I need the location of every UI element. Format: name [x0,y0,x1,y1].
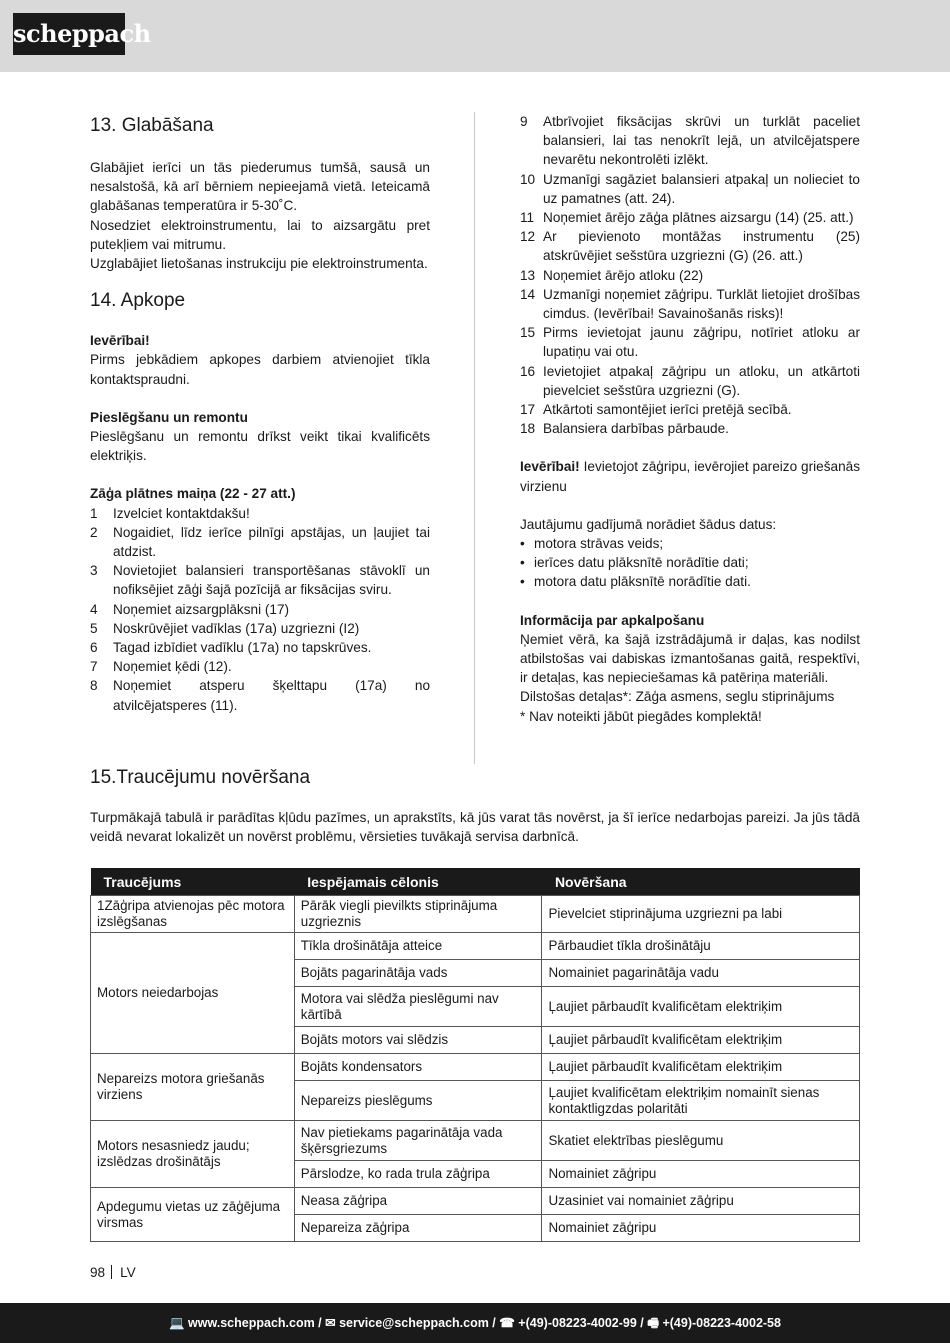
storage-paragraph-2: Nosedziet elektroinstrumentu, lai to aizsargātu pret putekļiem vai mitrumu. [90,217,430,252]
page-language: LV [120,1265,136,1280]
section-13-title: 13. Glabāšana [90,115,214,136]
maintenance-note-label: Ievērībai! [90,333,150,349]
troubleshooting-intro: Turpmākajā tabulā ir parādītas kļūdu pazīmes, un aprakstīts, kā jūs varat tās novērst, ja šī ierīce nedarbojas pareizi. Ja jūs tādā veidā nevarat lokalizēt un novērst problēmu, vērsieties tuvākajā servisa darbnīcā. [90,810,860,845]
list-item: 13 Noņemiet ārējo atloku (22) [520,267,704,283]
footer-contact-text: 💻 www.scheppach.com / ✉ service@scheppach.com / ☎ +(49)-08223-4002-99 / 🖷 +(49)-08223-4002-58 [169,1316,781,1330]
fix-cell: Ļaujiet pārbaudīt kvalificētam elektriķim [542,1027,860,1054]
page-number [90,1265,136,1280]
fault-cell: Motors neiedarbojas [91,933,295,1054]
cause-cell: Neasa zāģripa [294,1188,542,1215]
cause-cell: Bojāts pagarinātāja vads [294,960,542,987]
fix-cell: Uzasiniet vai nomainiet zāģripu [542,1188,860,1215]
list-item: 1 Izvelciet kontaktdakšu! [90,505,250,521]
fault-cell: 1Zāģripa atvienojas pēc motora izslēgšanas [91,896,295,933]
list-item: 12 Ar pievienoto montāžas instrumentu (25) atskrūvējiet sešstūra uzgriezni (G) (26. att.) [520,229,860,264]
fault-cell: Motors nesasniedz jaudu; izslēdzas drošinātājs [91,1121,295,1188]
list-item: 18 Balansiera darbības pārbaude. [520,421,729,437]
cause-cell: Pārslodze, ko rada trula zāģripa [294,1161,542,1188]
list-item: • motora datu plāksnītē norādītie dati. [520,572,860,591]
questions-bullets [520,534,860,592]
fix-cell: Ļaujiet kvalificētam elektriķim nomainīt sienas kontaktligzdas polaritāti [542,1081,860,1121]
cause-cell: Tīkla drošinātāja atteice [294,933,542,960]
list-item: 10 Uzmanīgi sagāziet balansieri atpakaļ un nolieciet to uz pamatnes (att. 24). [520,171,860,206]
fix-cell: Ļaujiet pārbaudīt kvalificētam elektriķim [542,987,860,1027]
table-row [91,933,860,960]
cause-cell: Bojāts motors vai slēdzis [294,1027,542,1054]
list-item: 2 Nogaidiet, līdz ierīce pilnīgi apstājas, un ļaujiet tai atdzist. [90,524,430,560]
list-item: 4 Noņemiet aizsargplāksni (17) [90,601,290,617]
fix-cell: Skatiet elektrības pieslēgumu [542,1121,860,1161]
delivery-footnote: * Nav noteikti jābūt piegādes komplektā! [520,708,762,724]
column-header-fault: Traucējums [91,868,295,896]
scheppach-logo: scheppach [13,13,125,55]
list-item: 16 Ievietojiet atpakaļ zāģripu un atloku, un atkārtoti pievelciet sešstūra uzgriezni (G). [520,363,860,398]
list-item: 8 Noņemiet atsperu šķelttapu (17a) no atvilcējatsperes (11). [90,678,430,713]
blade-steps-list-left [90,504,430,715]
column-header-fix: Novēršana [542,868,860,896]
blade-change-label: Zāģa plātnes maiņa (22 - 27 att.) [90,486,296,502]
service-info-label: Informācija par apkalpošanu [520,612,705,628]
fix-cell: Nomainiet zāģripu [542,1161,860,1188]
connection-label: Pieslēgšanu un remontu [90,409,248,425]
list-item: 17 Atkārtoti samontējiet ierīci pretējā secībā. [520,402,792,418]
table-row [91,896,860,933]
list-item: 14 Uzmanīgi noņemiet zāģripu. Turklāt lietojiet drošības cimdus. (Ievērībai! Savainošanās risks)! [520,286,860,322]
fix-cell: Nomainiet pagarinātāja vadu [542,960,860,987]
service-info-text: Ņemiet vērā, ka šajā izstrādājumā ir daļas, kas nodilst atbilstošas vai dabiskas izmantošanas gaitā, respektīvi, ir detaļas, kas nepieciešamas kā patēriņa materiāli. [520,631,860,686]
fix-cell: Nomainiet zāģripu [542,1215,860,1242]
cause-cell: Motora vai slēdža pieslēgumi nav kārtībā [294,987,542,1027]
questions-intro: Jautājumu gadījumā norādiet šādus datus: [520,516,777,532]
maintenance-note-text: Pirms jebkādiem apkopes darbiem atvienojiet tīkla kontaktspraudni. [90,352,430,387]
cause-cell: Nav pietiekams pagarinātāja vada šķērsgriezums [294,1121,542,1161]
fix-cell: Pievelciet stiprinājuma uzgriezni pa labi [542,896,860,933]
connection-text: Pieslēgšanu un remontu drīkst veikt tikai kvalificēts elektriķis. [90,429,430,464]
list-item: 15 Pirms ievietojat jaunu zāģripu, notīriet atloku ar lupatiņu vai otu. [520,325,860,360]
list-item: 3 Novietojiet balansieri transportēšanas stāvoklī un nofiksējiet zāģi šajā pozīcijā ar fiksācijas sviru. [90,563,430,598]
table-row [91,1121,860,1161]
table-header-row [91,868,860,896]
cause-cell: Nepareiza zāģripa [294,1215,542,1242]
section-14-title: 14. Apkope [90,290,186,312]
section-15-title: 15.Traucējumu novēršana [90,767,311,788]
page-number-value: 98 [90,1265,106,1280]
page-header [0,0,950,72]
storage-paragraph-1: Glabājiet ierīci un tās piederumus tumšā, sausā un nesalstošā, kā arī bērniem nepieejamā vietā. Ieteicamā glabāšanas temperatūra ir 5-30˚C. [90,160,430,214]
column-divider [474,112,475,764]
list-item: 5 Noskrūvējiet vadīklas (17a) uzgriezni (I2) [90,620,360,636]
cause-cell: Nepareizs pieslēgums [294,1081,542,1121]
fix-cell: Ļaujiet pārbaudīt kvalificētam elektriķim [542,1054,860,1081]
fault-cell: Apdegumu vietas uz zāģējuma virsmas [91,1188,295,1242]
right-column [520,112,860,726]
column-header-cause: Iespējamais cēlonis [294,868,542,896]
troubleshooting-table [90,868,860,1242]
left-column [90,112,430,715]
fix-cell: Pārbaudiet tīkla drošinātāju [542,933,860,960]
list-item: • ierīces datu plāksnītē norādītie dati; [520,553,860,572]
blade-direction-note: Ievērībai! Ievietojot zāģripu, ievērojiet pareizo griešanās virzienu [520,459,860,494]
list-item: • motora strāvas veids; [520,534,860,553]
table-row [91,1054,860,1081]
list-item: 9 Atbrīvojiet fiksācijas skrūvi un turklāt paceliet balansieri, lai tas nenokrīt lejā, un atvilcējatspere nevarētu nekontrolēti izlēkt. [520,114,860,168]
cause-cell: Bojāts kondensators [294,1054,542,1081]
storage-paragraph-3: Uzglabājiet lietošanas instrukciju pie elektroinstrumenta. [90,256,428,272]
list-item: 11 Noņemiet ārējo zāģa plātnes aizsargu (14) (25. att.) [520,210,854,226]
table-row [91,1188,860,1215]
list-item: 7 Noņemiet ķēdi (12). [90,659,232,675]
wear-parts-text: Dilstošas detaļas*: Zāģa asmens, seglu stiprinājums [520,689,835,705]
list-item: 6 Tagad izbīdiet vadīklu (17a) no tapskrūves. [90,640,372,656]
fault-cell: Nepareizs motora griešanās virziens [91,1054,295,1121]
page-footer [0,1303,950,1343]
blade-steps-list-right [520,112,860,438]
cause-cell: Pārāk viegli pievilkts stiprinājuma uzgrieznis [294,896,542,933]
